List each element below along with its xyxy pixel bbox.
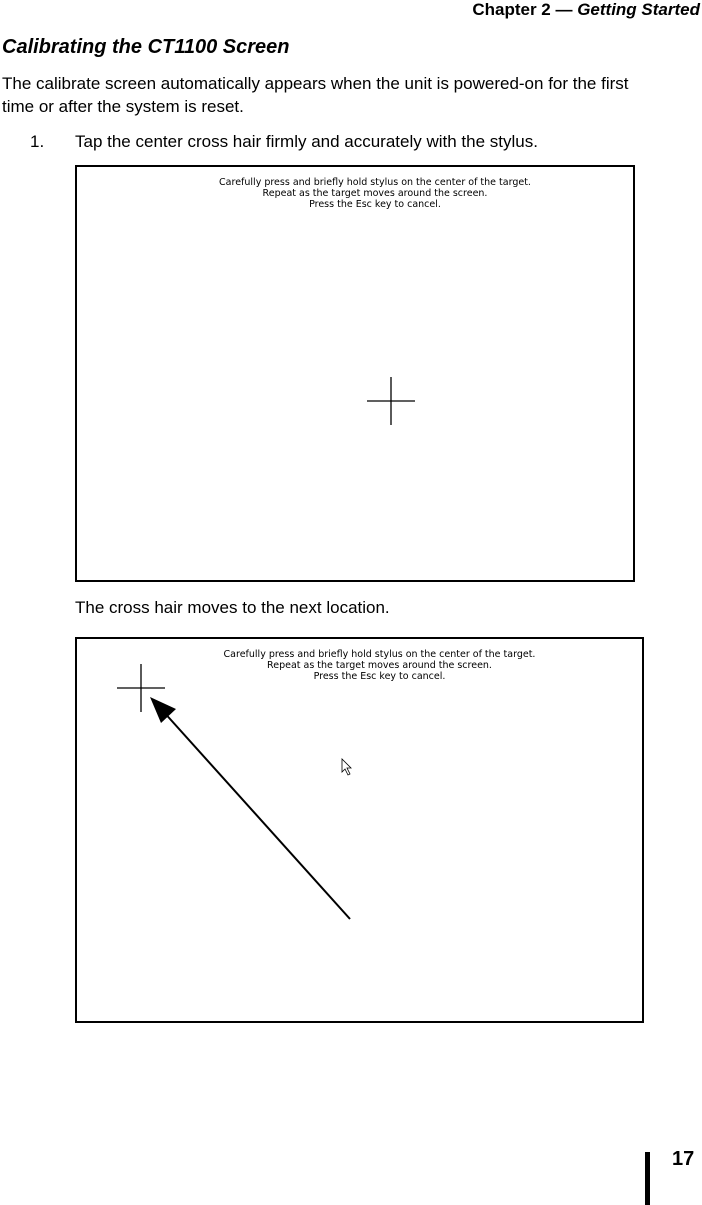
step-number: 1.	[30, 132, 45, 151]
instruction-line: Press the Esc key to cancel.	[313, 671, 446, 682]
instruction-line: Repeat as the target moves around the screen.	[262, 188, 488, 199]
arrow-icon	[150, 697, 350, 919]
page-margin-bar	[645, 1152, 650, 1205]
mouse-pointer-icon	[342, 759, 351, 775]
intro-paragraph: The calibrate screen automatically appears when the unit is powered-on for the first time or after the system is reset.	[2, 74, 629, 116]
calibration-screen-1	[75, 165, 635, 582]
step-1	[30, 132, 538, 152]
step-text: Tap the center cross hair firmly and accurately with the stylus.	[75, 132, 538, 151]
section-label: Getting Started	[577, 0, 700, 19]
crosshair-target-icon[interactable]	[77, 167, 633, 580]
instruction-line: Press the Esc key to cancel.	[309, 199, 441, 210]
instruction-line: Carefully press and briefly hold stylus on the center of the target.	[219, 177, 531, 188]
caption: The cross hair moves to the next location.	[75, 598, 390, 617]
running-header	[472, 0, 700, 20]
instruction-line: Carefully press and briefly hold stylus on the center of the target.	[223, 649, 536, 660]
instruction-line: Repeat as the target moves around the screen.	[267, 660, 492, 671]
calibration-screen-2	[75, 637, 644, 1023]
chapter-label: Chapter 2 —	[472, 0, 578, 19]
screen-graphics	[77, 639, 642, 1021]
page-number: 17	[672, 1148, 695, 1170]
section-title: Calibrating the CT1100 Screen	[2, 36, 290, 58]
